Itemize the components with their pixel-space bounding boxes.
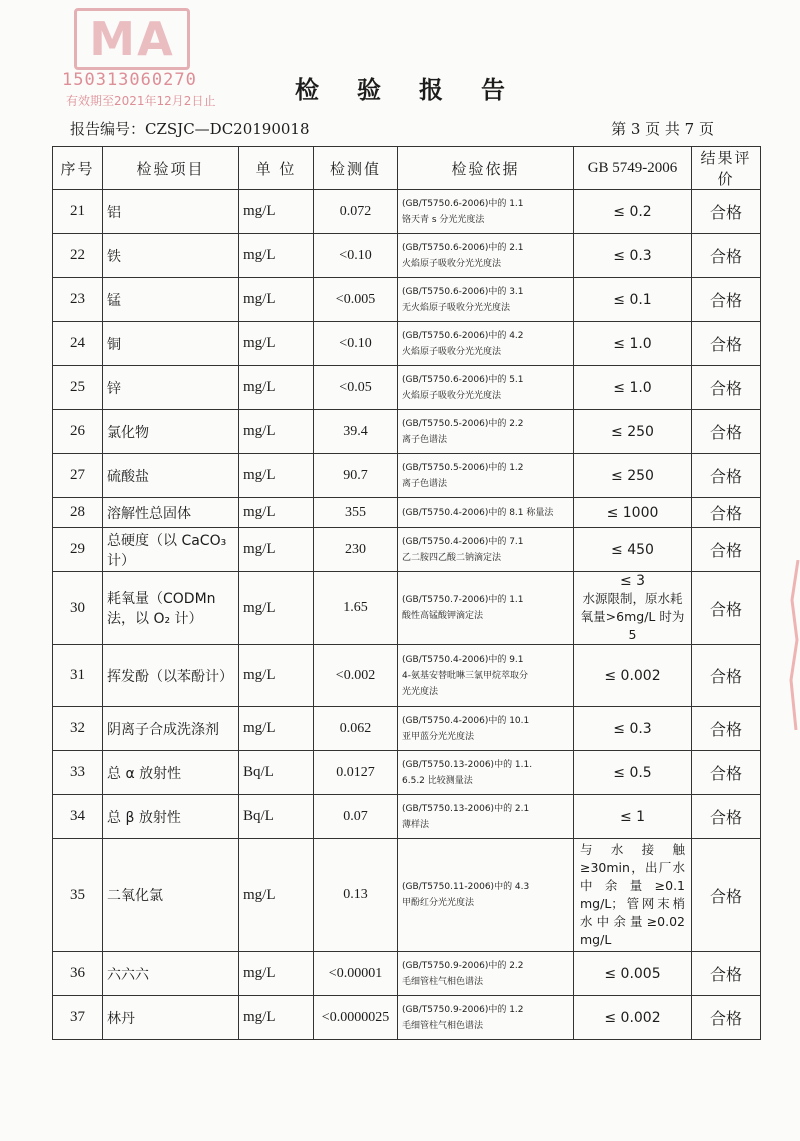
basis-line: 甲酚红分光光度法 [402,898,475,908]
row-item: 锌 [103,366,239,410]
basis-line: (GB/T5750.4-2006)中的 10.1 [402,715,530,726]
standard-text: ≤ 0.002 [604,1009,661,1026]
row-item: 硫酸盐 [103,454,239,498]
basis-line: 火焰原子吸收分光光度法 [402,258,502,269]
table-row [53,366,761,410]
standard-text: ≤ 250 [611,423,654,440]
basis-line: (GB/T5750.5-2006)中的 2.2 [402,418,524,429]
row-no: 21 [53,190,103,234]
row-basis [398,645,574,707]
header-value: 检测值 [314,147,398,190]
row-value: 90.7 [314,454,398,498]
row-result: 合格 [692,234,761,278]
basis-line: (GB/T5750.4-2006)中的 7.1 [402,536,524,547]
row-result: 合格 [692,996,761,1040]
row-standard [574,366,692,410]
basis-line: 离子色谱法 [402,434,448,445]
basis-line: 毛细管柱气相色谱法 [402,976,484,987]
row-value: <0.10 [314,322,398,366]
standard-text: ≤ 0.005 [604,965,661,982]
row-basis [398,234,574,278]
table-row [53,839,761,952]
row-item: 二氧化氯 [103,839,239,952]
table-row [53,454,761,498]
row-item: 总 α 放射性 [103,751,239,795]
standard-text: ≤ 1.0 [613,379,652,396]
row-unit: mg/L [239,996,314,1040]
row-no: 31 [53,645,103,707]
row-result: 合格 [692,190,761,234]
basis-line: (GB/T5750.6-2006)中的 2.1 [402,242,524,253]
table-row [53,322,761,366]
row-value: 0.07 [314,795,398,839]
basis-line: 6.5.2 比较测量法 [402,775,473,786]
basis-line: 4-氨基安替吡啉三氯甲烷萃取分 [402,670,528,681]
row-result: 合格 [692,645,761,707]
standard-text: ≤ 0.1 [613,291,652,308]
row-value: <0.10 [314,234,398,278]
row-basis [398,572,574,645]
row-result: 合格 [692,498,761,528]
row-item: 总硬度（以 CaCO₃ 计） [103,528,239,572]
row-basis [398,528,574,572]
row-unit: mg/L [239,528,314,572]
row-value: <0.005 [314,278,398,322]
row-standard [574,707,692,751]
standard-text: ≤ 0.2 [613,203,652,220]
row-value: 0.062 [314,707,398,751]
row-item: 耗氧量（CODMn 法，以 O₂ 计） [103,572,239,645]
row-no: 35 [53,839,103,952]
table-header-row [53,147,761,190]
standard-text: ≤ 250 [611,467,654,484]
row-value: <0.002 [314,645,398,707]
row-basis [398,952,574,996]
basis-line: (GB/T5750.6-2006)中的 4.2 [402,330,524,341]
row-basis [398,190,574,234]
row-item: 挥发酚（以苯酚计） [103,645,239,707]
row-no: 23 [53,278,103,322]
row-basis [398,795,574,839]
basis-line: 光光度法 [402,686,439,697]
row-no: 33 [53,751,103,795]
table-row [53,498,761,528]
row-item: 林丹 [103,996,239,1040]
row-result: 合格 [692,952,761,996]
row-standard [574,498,692,528]
row-unit: mg/L [239,645,314,707]
basis-line: (GB/T5750.4-2006)中的 9.1 [402,654,524,665]
table-row [53,996,761,1040]
row-standard [574,454,692,498]
row-basis [398,996,574,1040]
row-basis [398,498,574,528]
row-value: 355 [314,498,398,528]
row-unit: mg/L [239,454,314,498]
row-value: <0.0000025 [314,996,398,1040]
row-value: 0.0127 [314,751,398,795]
row-result: 合格 [692,410,761,454]
row-unit: mg/L [239,839,314,952]
row-basis [398,366,574,410]
row-item: 铝 [103,190,239,234]
row-result: 合格 [692,528,761,572]
row-result: 合格 [692,707,761,751]
row-basis [398,278,574,322]
row-result: 合格 [692,839,761,952]
row-result: 合格 [692,322,761,366]
row-unit: mg/L [239,952,314,996]
stamp-logo: MA [74,8,190,70]
report-number: 报告编号：CZSJC—DC20190018 [70,120,310,138]
standard-text: ≤ 0.3 [613,720,652,737]
row-unit: mg/L [239,707,314,751]
table-row [53,952,761,996]
row-value: <0.05 [314,366,398,410]
row-basis [398,454,574,498]
basis-line: 无火焰原子吸收分光光度法 [402,302,511,313]
standard-line: ≤ 3 [619,573,646,589]
row-standard [574,996,692,1040]
row-item: 阴离子合成洗涤剂 [103,707,239,751]
row-no: 34 [53,795,103,839]
row-standard [574,528,692,572]
inspection-table [52,146,761,1040]
header-unit: 单 位 [239,147,314,190]
row-standard [574,952,692,996]
header-item: 检验项目 [103,147,239,190]
table-row [53,190,761,234]
row-standard [574,410,692,454]
row-no: 28 [53,498,103,528]
basis-line: (GB/T5750.6-2006)中的 5.1 [402,374,524,385]
row-item: 氯化物 [103,410,239,454]
row-no: 27 [53,454,103,498]
basis-line: 火焰原子吸收分光光度法 [402,346,502,357]
row-basis [398,410,574,454]
basis-line: 乙二胺四乙酸二钠滴定法 [402,552,502,563]
row-no: 36 [53,952,103,996]
row-unit: mg/L [239,410,314,454]
row-no: 29 [53,528,103,572]
page-info: 第 3 页 共 7 页 [611,120,714,138]
stamp-valid-until: 有效期至2021年12月2日止 [66,94,216,108]
table-row [53,795,761,839]
row-unit: mg/L [239,366,314,410]
table-row [53,410,761,454]
table-row [53,234,761,278]
header-basis: 检验依据 [398,147,574,190]
standard-text: ≤ 1 [619,808,646,825]
basis-line: (GB/T5750.6-2006)中的 3.1 [402,286,524,297]
row-no: 30 [53,572,103,645]
row-unit: mg/L [239,572,314,645]
row-value: 1.65 [314,572,398,645]
row-no: 32 [53,707,103,751]
row-result: 合格 [692,366,761,410]
row-item: 六六六 [103,952,239,996]
row-item: 总 β 放射性 [103,795,239,839]
basis-line: 火焰原子吸收分光光度法 [402,390,502,401]
row-no: 37 [53,996,103,1040]
basis-line: (GB/T5750.9-2006)中的 2.2 [402,960,524,971]
row-basis [398,839,574,952]
standard-text: ≤ 0.002 [604,667,661,684]
row-standard [574,234,692,278]
row-unit: Bq/L [239,795,314,839]
row-value: 0.13 [314,839,398,952]
standard-line: 氧量>6mg/L 时为 5 [580,609,685,642]
standard-text: ≤ 1.0 [613,335,652,352]
table-row [53,278,761,322]
row-unit: mg/L [239,278,314,322]
row-value: 39.4 [314,410,398,454]
row-unit: mg/L [239,322,314,366]
red-seal-edge [788,560,800,730]
table-row [53,528,761,572]
basis-line: (GB/T5750.13-2006)中的 1.1. [402,759,533,770]
header-no: 序号 [53,147,103,190]
standard-text: ≤ 1000 [606,504,659,521]
stamp-code: 150313060270 [62,70,197,90]
report-title: 检验报告 [295,76,543,104]
basis-line: (GB/T5750.5-2006)中的 1.2 [402,462,524,473]
header-standard: GB 5749-2006 [574,147,692,190]
table-row [53,645,761,707]
basis-line: 毛细管柱气相色谱法 [402,1020,484,1031]
row-item: 溶解性总固体 [103,498,239,528]
row-no: 26 [53,410,103,454]
table-row [53,572,761,645]
row-no: 22 [53,234,103,278]
basis-line: 离子色谱法 [402,478,448,489]
basis-line: (GB/T5750.11-2006)中的 4.3 [402,882,530,892]
standard-text: ≤ 0.3 [613,247,652,264]
row-value: 0.072 [314,190,398,234]
row-unit: mg/L [239,234,314,278]
row-result: 合格 [692,278,761,322]
row-result: 合格 [692,572,761,645]
header-result: 结果评价 [692,147,761,190]
basis-line: (GB/T5750.7-2006)中的 1.1 [402,595,524,605]
row-unit: Bq/L [239,751,314,795]
row-standard [574,278,692,322]
row-item: 锰 [103,278,239,322]
row-basis [398,707,574,751]
row-no: 24 [53,322,103,366]
row-unit: mg/L [239,190,314,234]
row-basis [398,751,574,795]
standard-text: ≤ 0.5 [613,764,652,781]
row-result: 合格 [692,795,761,839]
row-result: 合格 [692,751,761,795]
row-value: 230 [314,528,398,572]
basis-line: 酸性高锰酸钾滴定法 [402,611,484,621]
basis-line: 薄样法 [402,819,430,830]
row-unit: mg/L [239,498,314,528]
row-standard [574,190,692,234]
basis-line: (GB/T5750.4-2006)中的 8.1 称量法 [402,507,554,518]
basis-line: (GB/T5750.6-2006)中的 1.1 [402,198,524,209]
basis-line: 铬天青 s 分光光度法 [402,214,485,225]
standard-text: 与水接触≥30min，出厂水中余量≥0.1 mg/L；管网末梢水中余量≥0.02 mg/L [580,842,685,947]
row-item: 铁 [103,234,239,278]
standard-text: ≤ 450 [611,541,654,558]
basis-line: 亚甲蓝分光光度法 [402,731,475,742]
row-result: 合格 [692,454,761,498]
basis-line: (GB/T5750.9-2006)中的 1.2 [402,1004,524,1015]
row-standard [574,572,692,645]
row-standard [574,322,692,366]
row-item: 铜 [103,322,239,366]
row-basis [398,322,574,366]
row-no: 25 [53,366,103,410]
row-value: <0.00001 [314,952,398,996]
row-standard [574,645,692,707]
row-standard [574,795,692,839]
table-row [53,751,761,795]
basis-line: (GB/T5750.13-2006)中的 2.1 [402,803,530,814]
row-standard [574,839,692,952]
table-row [53,707,761,751]
standard-line: 水源限制，原水耗 [582,591,683,606]
row-standard [574,751,692,795]
